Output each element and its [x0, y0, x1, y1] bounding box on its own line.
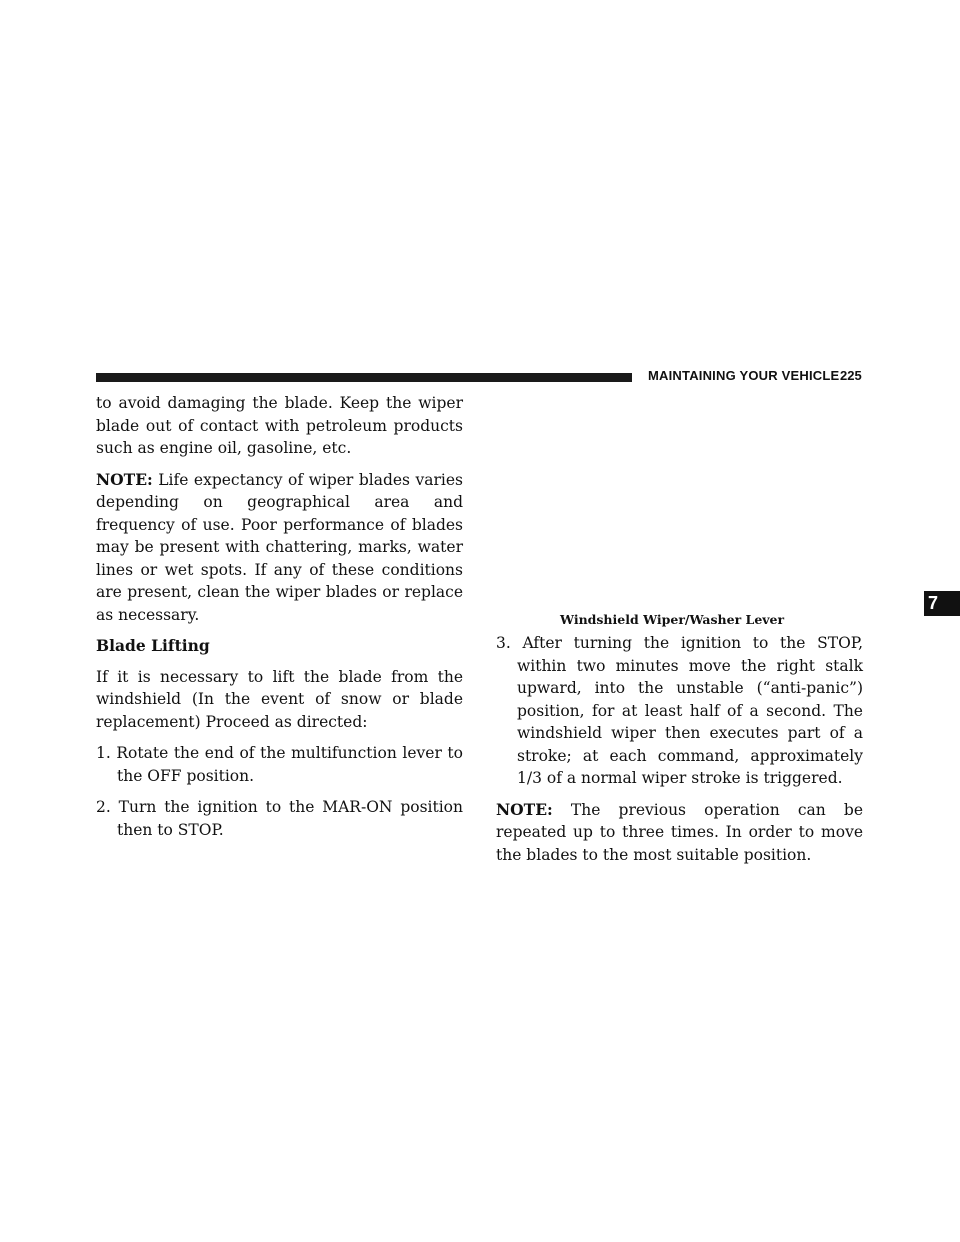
page-number: 225: [840, 368, 862, 383]
chapter-tab: 7: [924, 591, 960, 616]
intro-paragraph: to avoid damaging the blade. Keep the wiper blade out of contact with petroleum products such as engine oil, gasoline, etc.: [96, 394, 463, 457]
note-paragraph: [496, 799, 863, 867]
note-text: The previous operation can be repeated up to three times. In order to move the blades to the most suitable position.: [496, 800, 863, 864]
step-item: 2. Turn the ignition to the MAR-ON position then to STOP.: [96, 798, 463, 839]
blade-lifting-paragraph: If it is necessary to lift the blade from the windshield (In the event of snow or blade replacement) Proceed as directed:: [96, 667, 463, 731]
section-title: MAINTAINING YOUR VEHICLE: [648, 368, 840, 383]
note-label: NOTE:: [496, 799, 553, 819]
header-rule: [96, 373, 632, 382]
step-item: 3. After turning the ignition to the STOP, within two minutes move the right stalk upward, into the unstable (“anti-panic”) position, for at least half of a second. The windshield wiper then executes part of a stroke; at each command, approximately 1/3 of a normal wiper stroke is triggered.: [496, 634, 863, 787]
note-text: Life expectancy of wiper blades varies depending on geographical area and frequency of use. Poor performance of blades may be present with chattering, marks, water lines or wet spots. If any of these conditions are present, clean the wiper blades or replace as necessary.: [96, 470, 463, 624]
figure-caption: Windshield Wiper/Washer Lever: [560, 612, 785, 627]
note-paragraph: [96, 469, 463, 627]
step-item: 1. Rotate the end of the multifunction lever to the OFF position.: [96, 744, 463, 785]
section-heading: Blade Lifting: [96, 636, 210, 655]
right-column: [496, 632, 863, 875]
note-label: NOTE:: [96, 469, 153, 489]
left-column: [96, 392, 463, 850]
